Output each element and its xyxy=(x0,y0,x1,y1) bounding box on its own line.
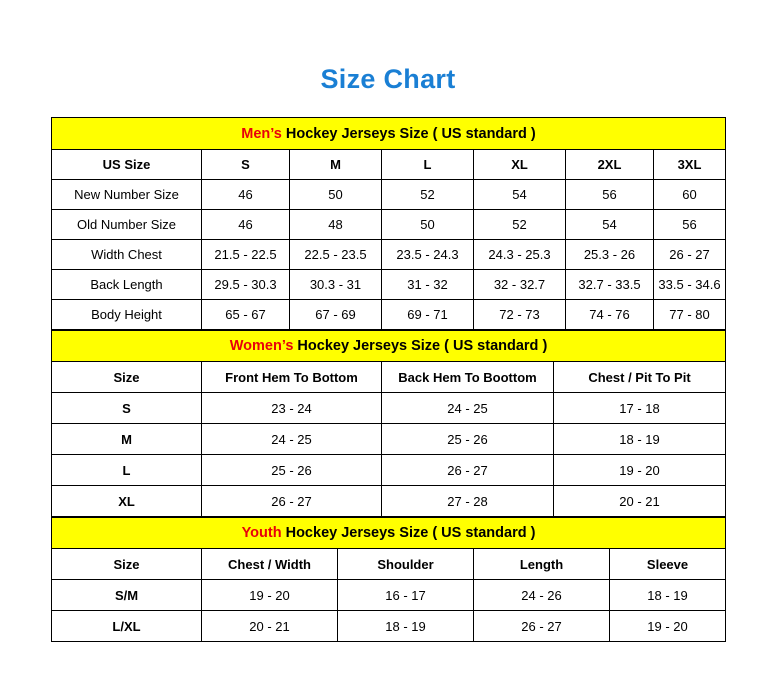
youth-row-1-label: L/XL xyxy=(52,611,202,642)
womens-row-0-label: S xyxy=(52,393,202,424)
mens-row-0-val-3: 54 xyxy=(474,180,566,210)
table-row xyxy=(52,240,726,270)
mens-row-2-label: Width Chest xyxy=(52,240,202,270)
mens-col-5: 2XL xyxy=(566,150,654,180)
womens-col-0: Size xyxy=(52,362,202,393)
womens-row-3-label: XL xyxy=(52,486,202,517)
tables-container xyxy=(51,117,725,642)
youth-header-accent: Youth xyxy=(241,525,282,541)
mens-col-0: US Size xyxy=(52,150,202,180)
womens-row-1-val-2: 18 - 19 xyxy=(554,424,726,455)
youth-row-1-val-1: 18 - 19 xyxy=(338,611,474,642)
mens-row-1-val-5: 56 xyxy=(654,210,726,240)
womens-row-3-val-0: 26 - 27 xyxy=(202,486,382,517)
table-row xyxy=(52,486,726,517)
youth-col-2: Shoulder xyxy=(338,549,474,580)
mens-col-1: S xyxy=(202,150,290,180)
womens-row-2-val-2: 19 - 20 xyxy=(554,455,726,486)
youth-col-4: Sleeve xyxy=(610,549,726,580)
mens-row-1-val-3: 52 xyxy=(474,210,566,240)
mens-row-0-val-1: 50 xyxy=(290,180,382,210)
womens-row-2-val-1: 26 - 27 xyxy=(382,455,554,486)
mens-row-3-val-5: 33.5 - 34.6 xyxy=(654,270,726,300)
youth-row-0-val-3: 18 - 19 xyxy=(610,580,726,611)
mens-row-2-val-4: 25.3 - 26 xyxy=(566,240,654,270)
mens-col-2: M xyxy=(290,150,382,180)
mens-row-0-val-4: 56 xyxy=(566,180,654,210)
womens-column-header-row xyxy=(52,362,726,393)
mens-row-3-val-3: 32 - 32.7 xyxy=(474,270,566,300)
youth-col-0: Size xyxy=(52,549,202,580)
womens-row-0-val-1: 24 - 25 xyxy=(382,393,554,424)
womens-row-0-val-0: 23 - 24 xyxy=(202,393,382,424)
mens-row-1-val-0: 46 xyxy=(202,210,290,240)
youth-header-rest: Hockey Jerseys Size ( US standard ) xyxy=(281,525,536,541)
table-row xyxy=(52,210,726,240)
youth-row-0-val-1: 16 - 17 xyxy=(338,580,474,611)
womens-row-1-val-0: 24 - 25 xyxy=(202,424,382,455)
mens-row-3-val-2: 31 - 32 xyxy=(382,270,474,300)
mens-column-header-row xyxy=(52,150,726,180)
mens-col-3: L xyxy=(382,150,474,180)
womens-row-3-val-2: 20 - 21 xyxy=(554,486,726,517)
youth-row-0-val-2: 24 - 26 xyxy=(474,580,610,611)
mens-row-1-val-1: 48 xyxy=(290,210,382,240)
womens-row-2-val-0: 25 - 26 xyxy=(202,455,382,486)
youth-section-header xyxy=(52,518,726,549)
mens-row-4-val-4: 74 - 76 xyxy=(566,300,654,330)
mens-col-4: XL xyxy=(474,150,566,180)
womens-col-1: Front Hem To Bottom xyxy=(202,362,382,393)
mens-col-6: 3XL xyxy=(654,150,726,180)
womens-row-2-label: L xyxy=(52,455,202,486)
table-row xyxy=(52,300,726,330)
youth-row-1-val-2: 26 - 27 xyxy=(474,611,610,642)
womens-row-0-val-2: 17 - 18 xyxy=(554,393,726,424)
womens-col-3: Chest / Pit To Pit xyxy=(554,362,726,393)
mens-header-rest: Hockey Jerseys Size ( US standard ) xyxy=(281,125,536,142)
table-row xyxy=(52,424,726,455)
mens-row-3-val-0: 29.5 - 30.3 xyxy=(202,270,290,300)
mens-row-3-val-1: 30.3 - 31 xyxy=(290,270,382,300)
womens-section-header xyxy=(52,331,726,362)
mens-size-table xyxy=(51,117,726,330)
mens-row-0-val-2: 52 xyxy=(382,180,474,210)
table-row xyxy=(52,455,726,486)
mens-row-4-val-5: 77 - 80 xyxy=(654,300,726,330)
youth-column-header-row xyxy=(52,549,726,580)
table-row xyxy=(52,270,726,300)
womens-col-2: Back Hem To Boottom xyxy=(382,362,554,393)
mens-row-4-val-3: 72 - 73 xyxy=(474,300,566,330)
page-title: Size Chart xyxy=(320,64,456,94)
womens-row-1-label: M xyxy=(52,424,202,455)
youth-row-0-label: S/M xyxy=(52,580,202,611)
mens-row-3-label: Back Length xyxy=(52,270,202,300)
mens-row-4-val-1: 67 - 69 xyxy=(290,300,382,330)
womens-row-1-val-1: 25 - 26 xyxy=(382,424,554,455)
mens-section-header-row xyxy=(52,118,726,150)
youth-col-3: Length xyxy=(474,549,610,580)
table-row xyxy=(52,393,726,424)
mens-row-4-val-0: 65 - 67 xyxy=(202,300,290,330)
mens-row-4-label: Body Height xyxy=(52,300,202,330)
youth-col-1: Chest / Width xyxy=(202,549,338,580)
table-row xyxy=(52,180,726,210)
mens-row-1-label: Old Number Size xyxy=(52,210,202,240)
mens-row-4-val-2: 69 - 71 xyxy=(382,300,474,330)
youth-size-table xyxy=(51,517,726,642)
youth-row-1-val-0: 20 - 21 xyxy=(202,611,338,642)
mens-row-2-val-3: 24.3 - 25.3 xyxy=(474,240,566,270)
womens-header-accent: Women’s xyxy=(229,338,294,354)
womens-row-3-val-1: 27 - 28 xyxy=(382,486,554,517)
youth-row-1-val-3: 19 - 20 xyxy=(610,611,726,642)
mens-row-0-val-0: 46 xyxy=(202,180,290,210)
mens-row-1-val-4: 54 xyxy=(566,210,654,240)
table-row xyxy=(52,580,726,611)
mens-row-0-label: New Number Size xyxy=(52,180,202,210)
mens-row-3-val-4: 32.7 - 33.5 xyxy=(566,270,654,300)
mens-row-1-val-2: 50 xyxy=(382,210,474,240)
mens-row-2-val-1: 22.5 - 23.5 xyxy=(290,240,382,270)
youth-row-0-val-0: 19 - 20 xyxy=(202,580,338,611)
mens-row-2-val-2: 23.5 - 24.3 xyxy=(382,240,474,270)
womens-section-header-row xyxy=(52,331,726,362)
table-row xyxy=(52,611,726,642)
mens-row-2-val-5: 26 - 27 xyxy=(654,240,726,270)
womens-header-rest: Hockey Jerseys Size ( US standard ) xyxy=(293,338,548,354)
mens-section-header xyxy=(52,118,726,150)
mens-row-2-val-0: 21.5 - 22.5 xyxy=(202,240,290,270)
womens-size-table xyxy=(51,330,726,517)
mens-header-accent: Men’s xyxy=(241,125,282,142)
youth-section-header-row xyxy=(52,518,726,549)
mens-row-0-val-5: 60 xyxy=(654,180,726,210)
